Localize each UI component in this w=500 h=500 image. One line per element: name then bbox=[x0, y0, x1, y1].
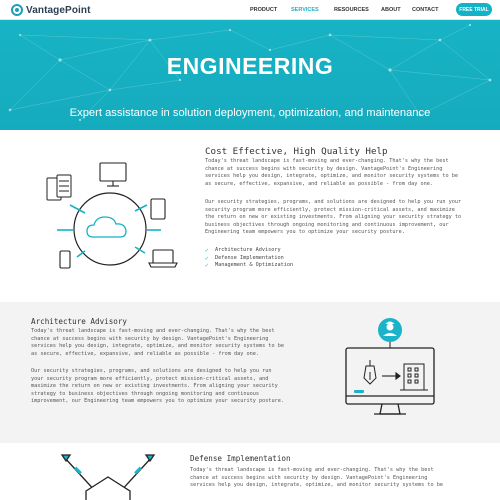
pen-nib-icon bbox=[364, 360, 376, 384]
top-navigation bbox=[0, 0, 500, 20]
tablet-icon bbox=[151, 199, 165, 219]
check-icon: ✓ bbox=[205, 262, 209, 270]
check-icon: ✓ bbox=[205, 247, 209, 254]
section3-title: Defense Implementation bbox=[190, 454, 291, 463]
page-subtitle: Expert assistance in solution deployment, optimization, and maintenance bbox=[69, 107, 431, 119]
nav-item-about[interactable]: ABOUT bbox=[381, 7, 401, 13]
checklist-item: ✓ Defense Implementation bbox=[205, 254, 284, 262]
section1-paragraph-2: Our security strategies, programs, and solutions are designed to help you run your security program more efficiently, protect mission-critical assets, and maximize the return on new or existing investments. From aligning your security strategy to business objectives through ongoing monitoring and continuous improvement, our Engineering team empowers you to optimize your security posture. bbox=[205, 199, 462, 236]
device-network-illustration bbox=[35, 155, 195, 305]
brand-logo[interactable] bbox=[11, 4, 91, 16]
checklist-item: ✓ Management & Optimization bbox=[205, 262, 294, 270]
checklist-item: ✓ Architecture Advisory bbox=[205, 247, 281, 254]
design-monitor-icon bbox=[346, 348, 434, 414]
page-title: ENGINEERING bbox=[166, 53, 334, 79]
crossed-swords-shield-icon bbox=[56, 451, 166, 500]
section-defense-implementation bbox=[0, 443, 500, 500]
vantagepoint-logo-icon bbox=[11, 4, 23, 16]
laptop-icon bbox=[149, 250, 177, 267]
section1-title: Cost Effective, High Quality Help bbox=[205, 146, 388, 157]
section2-paragraph-2: Our security strategies, programs, and solutions are designed to help you run your security program more efficiently, protect mission-critical assets, and maximize the return on new or existing investments. From aligning your security strategy to business objectives through ongoing monitoring and continuous improvement, our Engineering team empowers you to optimize your security posture. bbox=[31, 368, 284, 405]
monitor-icon bbox=[100, 163, 126, 186]
section-architecture-advisory bbox=[0, 302, 500, 443]
section1-paragraph-1: Today's threat landscape is fast-moving and ever-changing. That's why the best chance at success begins with security by design. VantagePoint's Engineering services help you design, integrate, optimize, and monitor security systems to be as secure, effective, expansive, and reliable as possible - from day one. bbox=[205, 158, 458, 187]
nav-item-resources[interactable]: RESOURCES bbox=[334, 7, 369, 13]
section-cost-effective bbox=[0, 130, 500, 302]
hero-banner bbox=[0, 20, 500, 130]
engineer-badge-icon bbox=[378, 318, 402, 342]
section2-paragraph-1: Today's threat landscape is fast-moving and ever-changing. That's why the best chance at success begins with security by design. VantagePoint's Engineering services help you design, integrate, optimize, and monitor security systems to be as secure, effective, expansive, and reliable as possible - from day one. bbox=[31, 328, 284, 357]
nav-item-product[interactable]: PRODUCT bbox=[250, 7, 278, 13]
phone-icon bbox=[60, 251, 70, 268]
section3-paragraph-1: Today's threat landscape is fast-moving and ever-changing. That's why the best chance at success begins with security by design. VantagePoint's Engineering services help you design, integrate, optimize, and monitor security systems to be bbox=[190, 467, 443, 489]
free-trial-button[interactable]: FREE TRIAL bbox=[456, 3, 492, 16]
nav-item-services[interactable]: SERVICES bbox=[291, 7, 319, 13]
building-icon bbox=[400, 364, 428, 390]
server-stack-icon bbox=[47, 175, 71, 200]
feature-checklist bbox=[205, 247, 293, 270]
nav-item-contact[interactable]: CONTACT bbox=[412, 7, 439, 13]
brand-name: VantagePoint bbox=[26, 4, 91, 16]
architecture-illustration bbox=[336, 314, 446, 434]
cloud-icon bbox=[87, 217, 126, 237]
section2-title: Architecture Advisory bbox=[31, 317, 128, 326]
check-icon: ✓ bbox=[205, 254, 209, 262]
